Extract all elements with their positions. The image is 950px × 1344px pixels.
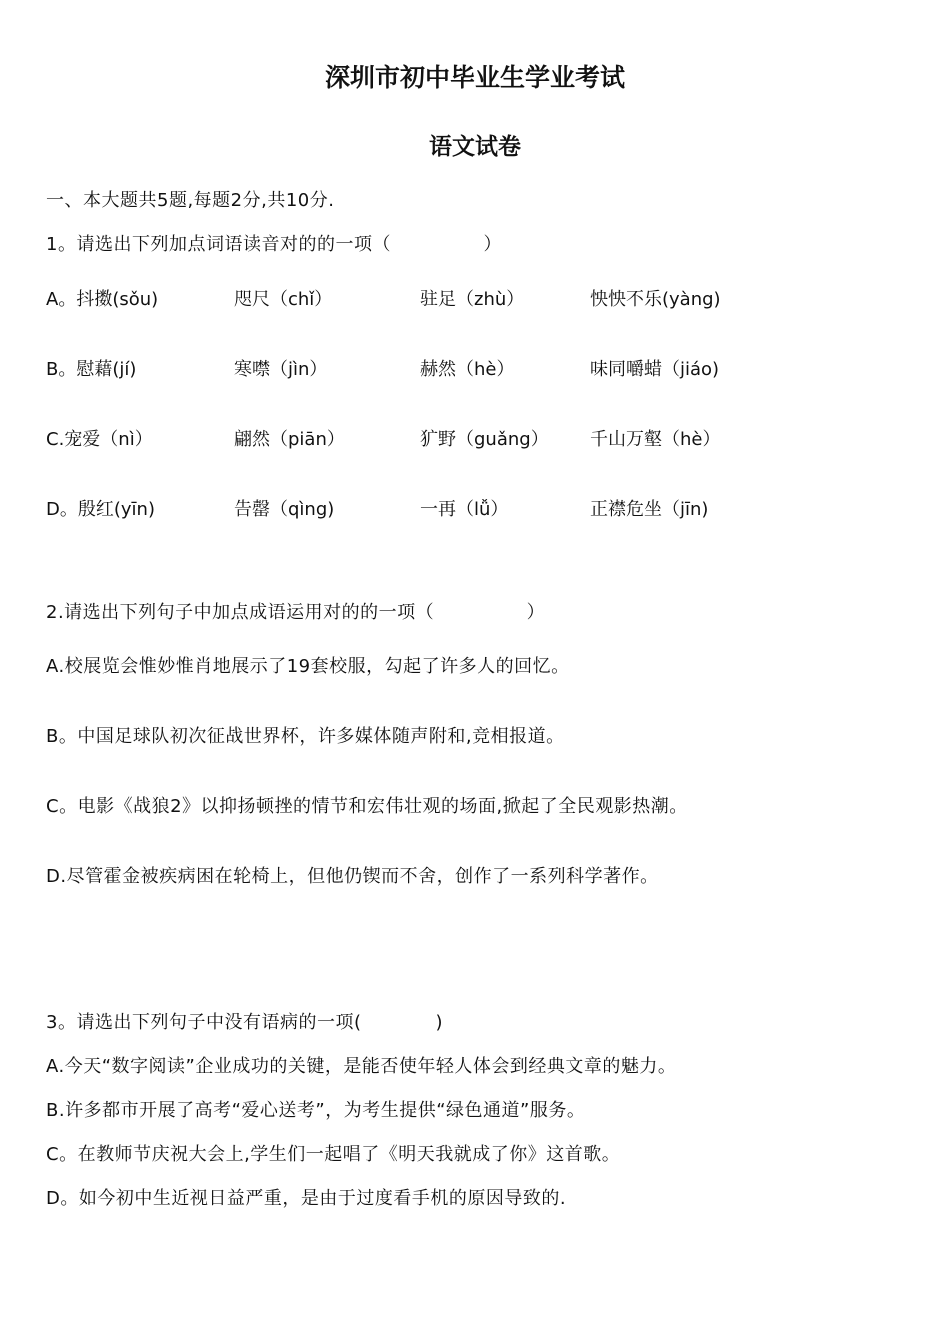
q1-option-b-1: B。慰藉(jí) [46,359,137,380]
section-heading: 一、本大题共5题,每题2分,共10分. [46,190,335,211]
exam-subtitle: 语文试卷 [429,134,521,160]
question-1-stem: 1。请选出下列加点词语读音对的的一项（ ） [46,234,502,255]
q2-option-c: C。电影《战狼2》以抑扬顿挫的情节和宏伟壮观的场面,掀起了全民观影热潮。 [46,796,688,817]
q1-option-b-3: 赫然（hè） [420,359,515,380]
q2-option-b: B。中国足球队初次征战世界杯，许多媒体随声附和,竞相报道。 [46,726,565,747]
q3-option-d: D。如今初中生近视日益严重，是由于过度看手机的原因导致的. [46,1188,567,1209]
q1-option-d-2: 告罄（qìng) [234,499,335,520]
q3-option-c: C。在教师节庆祝大会上,学生们一起唱了《明天我就成了你》这首歌。 [46,1144,621,1165]
q1-option-a-1: A。抖擞(sǒu) [46,289,159,310]
q1-option-d-4: 正襟危坐（jīn) [590,499,709,520]
q1-option-a-4: 怏怏不乐(yàng) [590,289,721,310]
q1-option-c-2: 翩然（piān） [234,429,345,450]
question-3-stem: 3。请选出下列句子中没有语病的一项( ) [46,1012,443,1033]
q2-option-d: D.尽管霍金被疾病困在轮椅上，但他仍锲而不舍，创作了一系列科学著作。 [46,866,659,887]
q1-option-b-2: 寒噤（jìn） [234,359,328,380]
q3-option-b: B.许多都市开展了高考“爱心送考”，为考生提供“绿色通道”服务。 [46,1100,586,1121]
q1-option-a-3: 驻足（zhù） [420,289,525,310]
q2-option-a: A.校展览会惟妙惟肖地展示了19套校服，勾起了许多人的回忆。 [46,656,570,677]
q1-option-c-1: C.宠爱（nì） [46,429,153,450]
q1-option-d-1: D。殷红(yīn) [46,499,155,520]
q1-option-a-2: 咫尺（chǐ） [234,289,333,310]
q1-option-d-3: 一再（lǚ） [420,499,509,520]
exam-title: 深圳市初中毕业生学业考试 [324,63,625,92]
q1-option-b-4: 味同嚼蜡（jiáo) [590,359,720,380]
q1-option-c-3: 犷野（guǎng） [420,429,549,450]
q1-option-c-4: 千山万壑（hè） [590,429,721,450]
question-2-stem: 2.请选出下列句子中加点成语运用对的的一项（ ） [46,602,546,623]
q3-option-a: A.今天“数字阅读”企业成功的关键，是能否使年轻人体会到经典文章的魅力。 [46,1056,677,1077]
